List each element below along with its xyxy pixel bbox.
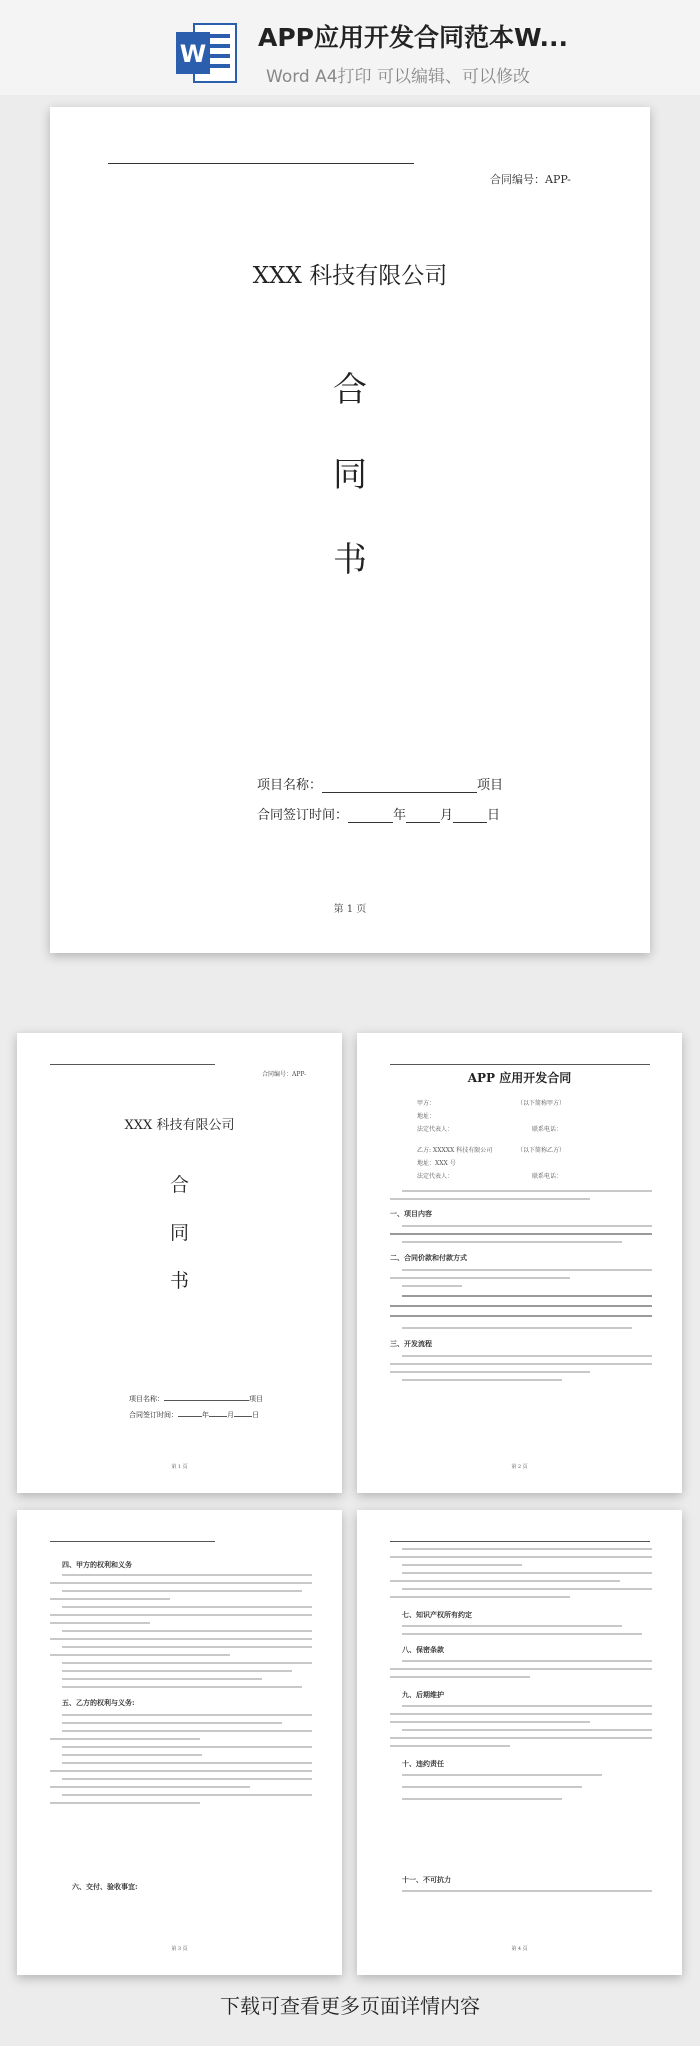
document-subtitle: Word A4打印 可以编辑、可以修改 — [266, 67, 530, 87]
thumb1-char-1: 合 — [169, 1174, 189, 1196]
thumb-page-3[interactable] — [17, 1510, 342, 1975]
word-doc-icon — [174, 20, 240, 86]
thumb1-char-3: 书 — [169, 1270, 189, 1292]
title-char-2: 同 — [333, 455, 367, 495]
thumb4-sec-9: 九、后期维护 — [402, 1690, 444, 1699]
thumb1-contract-number: 合同编号：APP- — [262, 1071, 307, 1078]
thumb1-footer: 第 1 页 — [171, 1464, 188, 1470]
thumb2-sec-1: 一、项目内容 — [390, 1209, 432, 1218]
svg-text:W: W — [179, 40, 207, 68]
thumb2-title: APP 应用开发合同 — [467, 1071, 572, 1085]
company-name: XXX 科技有限公司 — [252, 263, 448, 289]
thumb4-sec-10: 十、违约责任 — [402, 1759, 444, 1768]
thumb4-sec-11: 十一、不可抗力 — [402, 1875, 451, 1884]
thumb4-footer: 第 4 页 — [511, 1946, 528, 1952]
thumb2-footer: 第 2 页 — [511, 1464, 528, 1470]
project-name-line: 项目名称： 项目 — [257, 778, 504, 793]
page-footer: 第 1 页 — [333, 904, 367, 915]
thumb1-char-2: 同 — [169, 1222, 189, 1244]
thumb4-sec-8: 八、保密条款 — [402, 1645, 444, 1654]
thumb2-sec-2: 二、合同价款和付款方式 — [390, 1253, 467, 1262]
thumb4-sec-7: 七、知识产权所有约定 — [402, 1610, 472, 1619]
thumb1-company: XXX 科技有限公司 — [124, 1118, 235, 1133]
thumb3-footer: 第 3 页 — [171, 1946, 188, 1952]
thumb3-sec-5: 五、乙方的权利与义务: — [62, 1698, 135, 1707]
thumb-page-1[interactable] — [17, 1033, 342, 1493]
main-page-preview — [50, 107, 650, 953]
title-char-1: 合 — [333, 370, 367, 410]
title-char-3: 书 — [333, 540, 367, 580]
thumb1-project-line: 项目名称： 项目 — [129, 1395, 263, 1403]
thumb3-sec-4: 四、甲方的权利和义务 — [62, 1560, 132, 1569]
contract-number: 合同编号：APP- — [490, 173, 571, 186]
thumb2-sec-3: 三、开发流程 — [390, 1339, 432, 1348]
thumb1-date-line: 合同签订时间： 年 月 日 — [129, 1411, 259, 1419]
view-more-link[interactable]: 下载可查看更多页面详情内容 — [220, 1994, 480, 2018]
header-rule — [108, 163, 414, 164]
document-title: APP应用开发合同范本W... — [258, 23, 569, 52]
signing-date-line: 合同签订时间： 年 月 日 — [257, 808, 501, 823]
app-header — [0, 0, 700, 95]
thumb3-sec-6: 六、交付、验收事宜: — [72, 1882, 138, 1891]
thumb-page-4[interactable] — [357, 1510, 682, 1975]
thumb-page-2[interactable]: APP 应用开发合同 甲方： （以下简称甲方） 地址： 法定代表人： 联系电话： 乙方: XXXXX 科技有限公司 （以下简称乙方） 地址：XXX 号 法定代表人： 联系电话： 一、项目内容 二、合同价款和付款方式 三、开发流程 第 2 页 — [357, 1033, 682, 1493]
